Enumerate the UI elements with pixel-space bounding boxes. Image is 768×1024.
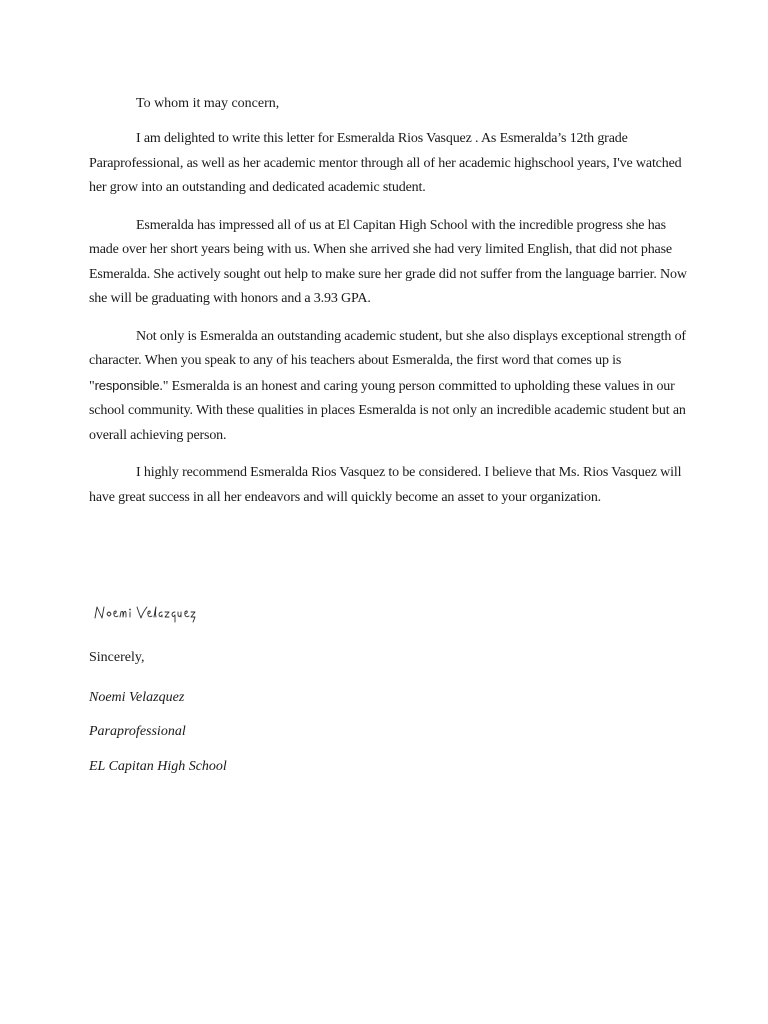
sender-title: Paraprofessional — [89, 724, 186, 739]
paragraph-character-text-start: Not only is Esmeralda an outstanding academic student, but she also displays exceptional strength of character. When you speak to any of his teachers about Esmeralda, the first word that comes up is " — [89, 328, 686, 394]
paragraph-character-text-end: ." Esmeralda is an honest and caring young person committed to upholding these values in our school community. With these qualities in places Esmeralda is not only an incredible academic student but an overall achieving person. — [89, 378, 686, 443]
paragraph-progress: Esmeralda has impressed all of us at El Capitan High School with the incredible progress she has made over her short years being with us. When she arrived she had very limited English, that did not phase Esmeralda. She actively sought out help to make sure her grade did not suffer from the language barrier. Now she will be graduating with honors and a 3.93 GPA. — [89, 217, 687, 306]
paragraph-intro: I am delighted to write this letter for Esmeralda Rios Vasquez . As Esmeralda’s 12th grade Paraprofessional, as well as her academic mentor through all of her academic highschool years, I've watched her grow into an outstanding and dedicated academic student. — [89, 131, 682, 195]
salutation: To whom it may concern, — [136, 96, 280, 111]
letter-body — [89, 92, 689, 523]
closing: Sincerely, — [89, 650, 145, 665]
sender-name: Noemi Velazquez — [89, 690, 185, 705]
paragraph-character — [89, 325, 689, 449]
paragraph-recommendation: I highly recommend Esmeralda Rios Vasquez to be considered. I believe that Ms. Rios Vasquez will have great success in all her endeavors and will quickly become an asset to your organization. — [89, 465, 682, 505]
responsible-word: responsible — [94, 377, 160, 393]
sender-school: EL Capitan High School — [89, 759, 227, 774]
handwritten-signature — [90, 598, 210, 628]
